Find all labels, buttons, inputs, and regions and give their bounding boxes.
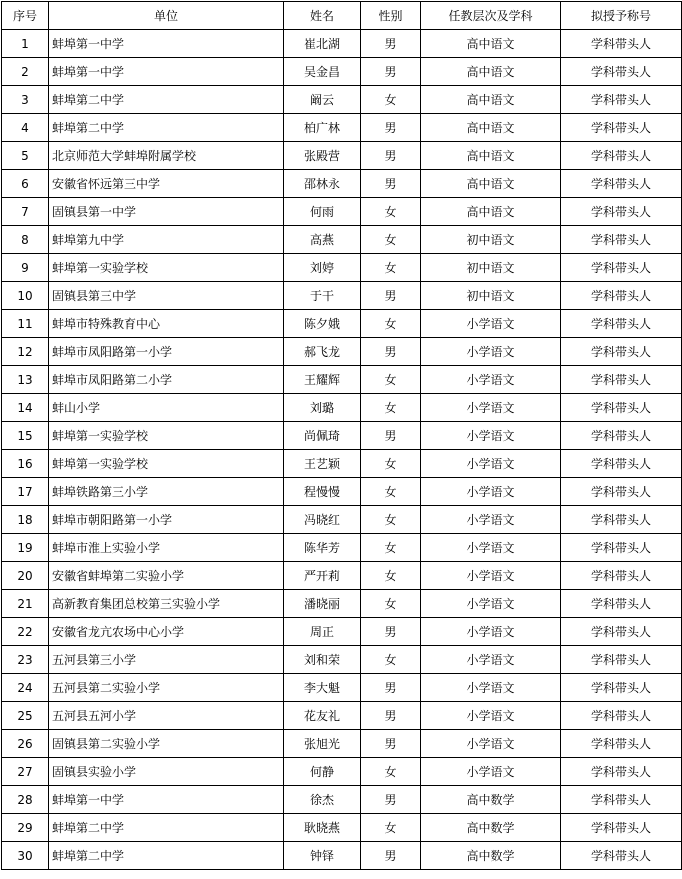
cell-subject: 高中语文 (421, 198, 561, 226)
cell-unit: 蚌埠第一实验学校 (49, 254, 284, 282)
table-row (2, 842, 682, 870)
cell-gender: 女 (361, 366, 421, 394)
cell-index: 25 (2, 702, 49, 730)
cell-subject: 高中数学 (421, 842, 561, 870)
cell-index: 20 (2, 562, 49, 590)
cell-name: 何雨 (284, 198, 361, 226)
cell-index: 30 (2, 842, 49, 870)
cell-name: 陈华芳 (284, 534, 361, 562)
cell-gender: 女 (361, 254, 421, 282)
table-row (2, 590, 682, 618)
cell-subject: 初中语文 (421, 254, 561, 282)
cell-gender: 女 (361, 506, 421, 534)
table-row (2, 450, 682, 478)
cell-index: 8 (2, 226, 49, 254)
cell-gender: 女 (361, 534, 421, 562)
cell-gender: 男 (361, 282, 421, 310)
cell-name: 周正 (284, 618, 361, 646)
cell-name: 崔北湖 (284, 30, 361, 58)
cell-index: 28 (2, 786, 49, 814)
cell-gender: 女 (361, 590, 421, 618)
table-row (2, 562, 682, 590)
cell-name: 刘和荣 (284, 646, 361, 674)
cell-gender: 女 (361, 562, 421, 590)
cell-unit: 蚌埠市凤阳路第一小学 (49, 338, 284, 366)
cell-gender: 男 (361, 786, 421, 814)
cell-unit: 蚌埠第一实验学校 (49, 450, 284, 478)
cell-title: 学科带头人 (561, 478, 682, 506)
cell-title: 学科带头人 (561, 58, 682, 86)
cell-gender: 女 (361, 814, 421, 842)
cell-unit: 蚌埠第一中学 (49, 786, 284, 814)
cell-gender: 男 (361, 338, 421, 366)
cell-name: 柏广林 (284, 114, 361, 142)
cell-unit: 固镇县第三中学 (49, 282, 284, 310)
cell-name: 阚云 (284, 86, 361, 114)
cell-subject: 小学语文 (421, 422, 561, 450)
table-row (2, 198, 682, 226)
table-row (2, 394, 682, 422)
cell-unit: 北京师范大学蚌埠附属学校 (49, 142, 284, 170)
cell-unit: 蚌埠第二中学 (49, 114, 284, 142)
cell-title: 学科带头人 (561, 198, 682, 226)
cell-unit: 固镇县第一中学 (49, 198, 284, 226)
table-row (2, 786, 682, 814)
cell-index: 2 (2, 58, 49, 86)
table-row (2, 58, 682, 86)
table-row (2, 366, 682, 394)
cell-name: 张殿营 (284, 142, 361, 170)
cell-unit: 蚌埠市朝阳路第一小学 (49, 506, 284, 534)
cell-title: 学科带头人 (561, 758, 682, 786)
cell-gender: 女 (361, 310, 421, 338)
table-row (2, 30, 682, 58)
table-row (2, 674, 682, 702)
cell-gender: 女 (361, 478, 421, 506)
cell-subject: 小学语文 (421, 310, 561, 338)
cell-subject: 小学语文 (421, 534, 561, 562)
cell-index: 15 (2, 422, 49, 450)
cell-gender: 男 (361, 422, 421, 450)
cell-title: 学科带头人 (561, 310, 682, 338)
cell-name: 王艺颖 (284, 450, 361, 478)
cell-index: 14 (2, 394, 49, 422)
cell-index: 22 (2, 618, 49, 646)
cell-index: 23 (2, 646, 49, 674)
cell-subject: 小学语文 (421, 674, 561, 702)
cell-gender: 男 (361, 30, 421, 58)
table-body (2, 30, 682, 870)
cell-title: 学科带头人 (561, 338, 682, 366)
cell-index: 3 (2, 86, 49, 114)
cell-subject: 高中数学 (421, 786, 561, 814)
cell-unit: 蚌埠铁路第三小学 (49, 478, 284, 506)
cell-subject: 高中语文 (421, 142, 561, 170)
cell-index: 24 (2, 674, 49, 702)
cell-gender: 女 (361, 758, 421, 786)
table-row (2, 422, 682, 450)
header-unit: 单位 (49, 2, 284, 30)
cell-gender: 男 (361, 618, 421, 646)
cell-name: 张旭光 (284, 730, 361, 758)
cell-gender: 女 (361, 86, 421, 114)
cell-title: 学科带头人 (561, 254, 682, 282)
cell-name: 钟铎 (284, 842, 361, 870)
cell-subject: 初中语文 (421, 282, 561, 310)
cell-title: 学科带头人 (561, 142, 682, 170)
cell-gender: 男 (361, 170, 421, 198)
cell-title: 学科带头人 (561, 450, 682, 478)
cell-title: 学科带头人 (561, 534, 682, 562)
personnel-table (1, 1, 682, 870)
cell-title: 学科带头人 (561, 114, 682, 142)
table-row (2, 702, 682, 730)
header-gender: 性别 (361, 2, 421, 30)
cell-index: 29 (2, 814, 49, 842)
cell-unit: 蚌埠第一实验学校 (49, 422, 284, 450)
cell-gender: 女 (361, 226, 421, 254)
cell-subject: 小学语文 (421, 366, 561, 394)
cell-index: 4 (2, 114, 49, 142)
cell-index: 26 (2, 730, 49, 758)
cell-unit: 蚌埠市凤阳路第二小学 (49, 366, 284, 394)
cell-title: 学科带头人 (561, 394, 682, 422)
cell-unit: 安徽省怀远第三中学 (49, 170, 284, 198)
cell-title: 学科带头人 (561, 674, 682, 702)
cell-subject: 高中数学 (421, 814, 561, 842)
cell-unit: 蚌埠第二中学 (49, 814, 284, 842)
cell-index: 12 (2, 338, 49, 366)
cell-title: 学科带头人 (561, 590, 682, 618)
cell-name: 冯晓红 (284, 506, 361, 534)
table-row (2, 646, 682, 674)
cell-index: 5 (2, 142, 49, 170)
cell-subject: 高中语文 (421, 58, 561, 86)
table-row (2, 226, 682, 254)
cell-unit: 蚌埠第一中学 (49, 58, 284, 86)
cell-subject: 高中语文 (421, 114, 561, 142)
cell-title: 学科带头人 (561, 562, 682, 590)
cell-index: 10 (2, 282, 49, 310)
cell-subject: 小学语文 (421, 562, 561, 590)
cell-name: 尚佩琦 (284, 422, 361, 450)
cell-gender: 女 (361, 198, 421, 226)
cell-unit: 蚌埠第一中学 (49, 30, 284, 58)
cell-name: 花友礼 (284, 702, 361, 730)
cell-unit: 蚌埠市特殊教育中心 (49, 310, 284, 338)
cell-unit: 五河县五河小学 (49, 702, 284, 730)
cell-name: 高燕 (284, 226, 361, 254)
cell-index: 6 (2, 170, 49, 198)
cell-title: 学科带头人 (561, 226, 682, 254)
table-row (2, 478, 682, 506)
cell-subject: 高中语文 (421, 30, 561, 58)
table-row (2, 506, 682, 534)
cell-index: 16 (2, 450, 49, 478)
cell-name: 邵林永 (284, 170, 361, 198)
table-row (2, 114, 682, 142)
cell-title: 学科带头人 (561, 730, 682, 758)
cell-gender: 女 (361, 450, 421, 478)
cell-title: 学科带头人 (561, 282, 682, 310)
cell-title: 学科带头人 (561, 170, 682, 198)
cell-subject: 小学语文 (421, 478, 561, 506)
header-index: 序号 (2, 2, 49, 30)
cell-name: 潘晓丽 (284, 590, 361, 618)
table-row (2, 730, 682, 758)
cell-gender: 男 (361, 114, 421, 142)
table-row (2, 254, 682, 282)
table-row (2, 86, 682, 114)
table-row (2, 282, 682, 310)
cell-subject: 小学语文 (421, 394, 561, 422)
cell-name: 陈夕娥 (284, 310, 361, 338)
cell-title: 学科带头人 (561, 30, 682, 58)
cell-title: 学科带头人 (561, 702, 682, 730)
cell-gender: 男 (361, 142, 421, 170)
cell-subject: 小学语文 (421, 646, 561, 674)
table-row (2, 170, 682, 198)
cell-title: 学科带头人 (561, 86, 682, 114)
table-row (2, 534, 682, 562)
cell-index: 7 (2, 198, 49, 226)
cell-unit: 五河县第二实验小学 (49, 674, 284, 702)
cell-index: 1 (2, 30, 49, 58)
table-header-row (2, 2, 682, 30)
cell-index: 19 (2, 534, 49, 562)
cell-unit: 高新教育集团总校第三实验小学 (49, 590, 284, 618)
cell-name: 于干 (284, 282, 361, 310)
cell-unit: 蚌埠第二中学 (49, 842, 284, 870)
cell-gender: 男 (361, 674, 421, 702)
cell-index: 13 (2, 366, 49, 394)
cell-title: 学科带头人 (561, 422, 682, 450)
cell-name: 何静 (284, 758, 361, 786)
cell-name: 王耀辉 (284, 366, 361, 394)
cell-unit: 蚌埠第二中学 (49, 86, 284, 114)
cell-subject: 小学语文 (421, 590, 561, 618)
header-name: 姓名 (284, 2, 361, 30)
cell-index: 9 (2, 254, 49, 282)
table-row (2, 758, 682, 786)
cell-name: 李大魁 (284, 674, 361, 702)
cell-unit: 五河县第三小学 (49, 646, 284, 674)
cell-unit: 蚌埠市淮上实验小学 (49, 534, 284, 562)
cell-subject: 小学语文 (421, 758, 561, 786)
cell-name: 耿晓燕 (284, 814, 361, 842)
cell-index: 21 (2, 590, 49, 618)
cell-subject: 高中语文 (421, 170, 561, 198)
cell-subject: 小学语文 (421, 450, 561, 478)
cell-gender: 男 (361, 58, 421, 86)
cell-index: 17 (2, 478, 49, 506)
cell-unit: 固镇县第二实验小学 (49, 730, 284, 758)
cell-name: 吴金昌 (284, 58, 361, 86)
cell-name: 刘璐 (284, 394, 361, 422)
cell-name: 郝飞龙 (284, 338, 361, 366)
header-title: 拟授予称号 (561, 2, 682, 30)
cell-name: 程慢慢 (284, 478, 361, 506)
cell-subject: 小学语文 (421, 730, 561, 758)
cell-subject: 小学语文 (421, 618, 561, 646)
cell-index: 11 (2, 310, 49, 338)
cell-index: 27 (2, 758, 49, 786)
table-row (2, 338, 682, 366)
cell-subject: 初中语文 (421, 226, 561, 254)
cell-gender: 女 (361, 646, 421, 674)
cell-gender: 男 (361, 702, 421, 730)
cell-subject: 小学语文 (421, 338, 561, 366)
header-subject: 任教层次及学科 (421, 2, 561, 30)
cell-title: 学科带头人 (561, 842, 682, 870)
cell-subject: 小学语文 (421, 506, 561, 534)
cell-name: 刘婷 (284, 254, 361, 282)
cell-title: 学科带头人 (561, 814, 682, 842)
cell-unit: 安徽省龙亢农场中心小学 (49, 618, 284, 646)
cell-unit: 蚌埠第九中学 (49, 226, 284, 254)
table-row (2, 814, 682, 842)
cell-title: 学科带头人 (561, 618, 682, 646)
cell-title: 学科带头人 (561, 366, 682, 394)
table-row (2, 310, 682, 338)
cell-name: 严开莉 (284, 562, 361, 590)
table-row (2, 618, 682, 646)
cell-subject: 小学语文 (421, 702, 561, 730)
cell-gender: 女 (361, 394, 421, 422)
cell-index: 18 (2, 506, 49, 534)
cell-title: 学科带头人 (561, 506, 682, 534)
cell-subject: 高中语文 (421, 86, 561, 114)
cell-name: 徐杰 (284, 786, 361, 814)
table-row (2, 142, 682, 170)
cell-unit: 蚌山小学 (49, 394, 284, 422)
cell-unit: 固镇县实验小学 (49, 758, 284, 786)
cell-gender: 男 (361, 730, 421, 758)
cell-gender: 男 (361, 842, 421, 870)
cell-title: 学科带头人 (561, 646, 682, 674)
cell-unit: 安徽省蚌埠第二实验小学 (49, 562, 284, 590)
cell-title: 学科带头人 (561, 786, 682, 814)
